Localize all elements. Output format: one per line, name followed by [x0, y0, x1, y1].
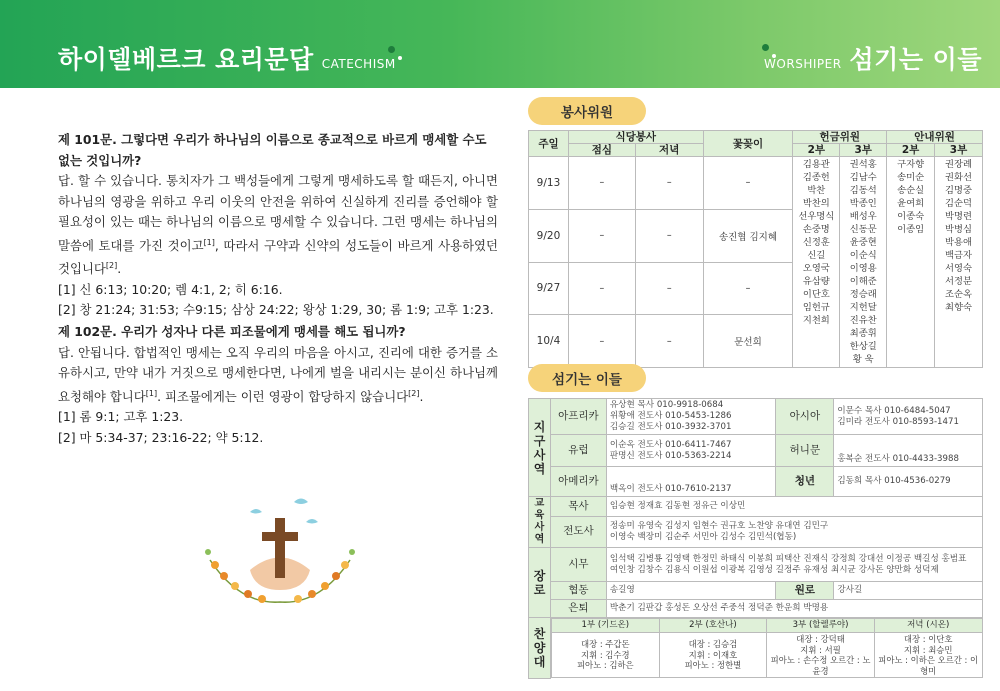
offering-name: 황 욱 [852, 354, 874, 365]
evangelist-names [606, 516, 982, 547]
table-row [529, 157, 983, 210]
contact-line: 백옥이 전도사 010-7610-2137 [609, 484, 732, 494]
mission-category [529, 399, 551, 497]
offering-name: 신정훈 [802, 237, 830, 248]
choir-member-line: 피아노 : 김하은 [576, 660, 634, 671]
category-char: 지 [533, 419, 546, 434]
category-char: 찬 [533, 626, 546, 641]
servants-table [528, 398, 983, 679]
choir-member-line: 지휘 : 서필 [800, 644, 841, 655]
offering-name: 이해준 [849, 276, 877, 287]
guide-name: 송순실 [897, 185, 925, 196]
row-flower: 송진협 김지혜 [703, 209, 793, 262]
america-contacts [606, 467, 776, 497]
offering-name: 한상길 [849, 341, 877, 352]
choir-group-name: 저녁 (시온) [874, 619, 982, 633]
answer-102-part1: 답. 안됩니다. 합법적인 맹세는 오직 우리의 마음을 아시고, 진리에 대한 증거를 소유하시고, 만약 내가 거짓으로 맹세한다면, 나에게 벌을 내리시는 분이신 하나님께 요청해야 합니다 [58, 344, 498, 404]
reference-101-1: [1] 신 6:13; 10:20; 렘 4:1, 2; 히 6:16. [58, 281, 283, 297]
offering-name: 최종휘 [849, 328, 877, 339]
assoc-elder-names: 송길영 [606, 582, 776, 600]
guide-name: 이종숙 [897, 211, 925, 222]
worshiper-heading [764, 40, 982, 76]
youth-contacts [834, 467, 983, 497]
choir-group-name: 3부 (할렐루야) [767, 619, 875, 633]
offering-name: 김종헌 [802, 172, 830, 183]
choir-group-members [659, 633, 767, 678]
reference-102-1: [1] 롬 9:1; 고후 1:23. [58, 409, 184, 425]
offering-name: 윤중현 [849, 237, 877, 248]
offering-name: 지천희 [802, 315, 830, 326]
offering-name: 이단호 [802, 289, 830, 300]
europe-label: 유럽 [550, 435, 606, 467]
choir-member-line: 대장 : 김승검 [688, 639, 738, 650]
row-date: 9/13 [529, 157, 569, 210]
honeymoon-contacts [834, 435, 983, 467]
offering-name: 이순식 [849, 250, 877, 261]
name-line: 이영숙 백장미 김순주 서민아 김성수 김민석(협동) [609, 531, 797, 542]
offering-name: 진유찬 [849, 315, 877, 326]
col-lunch: 점심 [568, 144, 635, 157]
row-lunch: – [568, 209, 635, 262]
choir-member-line: 피아노 : 정한별 [684, 660, 742, 671]
row-date: 10/4 [529, 315, 569, 368]
cross-wreath-illustration [190, 490, 370, 610]
col-offering-2: 2부 [793, 144, 840, 157]
row-dinner: – [635, 262, 703, 315]
answer-102-end: . [419, 388, 424, 404]
col-dinner: 저녁 [635, 144, 703, 157]
question-102 [58, 322, 498, 448]
offering-name: 지헌달 [849, 302, 877, 313]
offering-name: 권석홍 [849, 159, 877, 170]
row-flower: – [703, 157, 793, 210]
category-char: 양 [533, 640, 546, 655]
offering-name: 김동석 [849, 185, 877, 196]
name-line: 여인창 김창수 김용식 이원섭 이광복 김영성 길정주 유재성 최시균 강사돈 양만화 성덕제 [609, 564, 939, 575]
guide-name: 권장례 [945, 159, 972, 170]
pastor-names: 임승현 정재효 김동현 정유근 이상민 [606, 497, 982, 517]
retired-label: 은퇴 [550, 600, 606, 618]
row-dinner: – [635, 209, 703, 262]
elder-category [529, 548, 551, 618]
row-flower: 문선희 [703, 315, 793, 368]
contact-line: 판명신 전도사 010-5363-2214 [609, 450, 732, 461]
assoc-elder-label: 협동 [550, 582, 606, 600]
europe-contacts [606, 435, 776, 467]
category-char: 로 [533, 582, 546, 597]
guide-part3-list [935, 157, 983, 368]
answer-101-part1: 답. 할 수 있습니다. 통치자가 그 백성들에게 그렇게 맹세하도록 할 때든지, 아니면 하나님의 영광을 위하고 우리 이웃의 안전을 위하여 신실하게 진리를 증언해야 할 필요성이 있는 때는 하나님의 이름으로 맹세할 수 있습니다. 그런 맹세는 하나님의 말씀에 토대를 가진 것이고 [58, 173, 498, 253]
catechism-title: 하이델베르크 요리문답 [58, 45, 314, 74]
choir-group-members [551, 633, 659, 678]
footnote-102-2: [2] [408, 388, 420, 398]
contact-line: 김동희 목사 010-4536-0279 [837, 476, 951, 486]
question-102-text: 제 102문. 우리가 성자나 다른 피조물에게 맹세를 해도 됩니까? [58, 324, 406, 339]
asia-label: 아시아 [776, 399, 834, 435]
guide-name: 박용애 [945, 237, 972, 248]
answer-102 [58, 343, 498, 408]
guide-part2-list [887, 157, 935, 368]
guide-name: 박병심 [945, 224, 972, 235]
active-elder-names [606, 548, 982, 582]
category-char: 장 [533, 568, 546, 583]
col-guide-2: 2부 [887, 144, 935, 157]
col-offering-3: 3부 [840, 144, 887, 157]
offering-name: 배성우 [849, 211, 877, 222]
youth-label: 청년 [776, 467, 834, 497]
header-dot-white-icon [398, 56, 402, 60]
offering-part2-list [793, 157, 840, 368]
pastor-label: 목사 [550, 497, 606, 517]
header-dot-green-icon [388, 46, 395, 53]
guide-name: 윤여희 [897, 198, 925, 209]
guide-name: 송미순 [897, 172, 925, 183]
guide-name: 서정분 [945, 276, 972, 287]
col-guide: 안내위원 [887, 131, 983, 144]
choir-group-members [767, 633, 875, 678]
offering-name: 박찬의 [802, 198, 830, 209]
africa-contacts [606, 399, 776, 435]
header-band [0, 0, 1000, 88]
guide-name: 이종임 [897, 224, 925, 235]
choir-member-line: 대장 : 이단호 [903, 634, 953, 644]
guide-name: 최향숙 [945, 302, 972, 313]
choir-table [551, 618, 983, 678]
choir-member-line: 지휘 : 이재호 [688, 649, 738, 660]
choir-member-line: 대장 : 주갑돈 [580, 639, 630, 650]
category-char: 대 [533, 654, 546, 669]
guide-name: 조순옥 [945, 289, 972, 300]
choir-member-line: 지휘 : 최승민 [903, 644, 953, 655]
guide-name: 박명련 [945, 211, 972, 222]
answer-102-part2: . 피조물에게는 이런 영광이 합당하지 않습니다 [157, 388, 409, 404]
category-char: 사 [533, 447, 546, 462]
offering-name: 유삼량 [802, 276, 830, 287]
retired-names: 박춘기 김판갑 홍성돈 오상선 주중석 정덕준 한운희 박명용 [606, 600, 982, 618]
africa-label: 아프리카 [550, 399, 606, 435]
guide-name: 권화선 [945, 172, 972, 183]
choir-member-line: 피아노 : 이하은 오르간 : 이형미 [878, 655, 979, 676]
offering-name: 김용관 [802, 159, 830, 170]
service-pill: 봉사위원 [528, 97, 646, 125]
row-flower: – [703, 262, 793, 315]
honeymoon-label: 허니문 [776, 435, 834, 467]
guide-name: 백금자 [945, 250, 972, 261]
choir-group-members [874, 633, 982, 678]
contact-line: 이순옥 전도사 010-6411-7467 [609, 439, 732, 450]
offering-part3-list [840, 157, 887, 368]
footnote-101-1: [1] [203, 237, 215, 247]
category-char: 사역 [534, 522, 545, 545]
service-table [528, 130, 983, 368]
category-char: 역 [533, 461, 546, 476]
offering-name: 박찬 [807, 185, 826, 196]
name-line: 임석택 김병룡 김영택 한정민 하태식 이봉희 피택산 진재식 강정희 강대선 이정공 백길성 홍범표 [609, 553, 967, 564]
catechism-subtitle: CATECHISM [321, 57, 396, 71]
guide-name: 서영숙 [945, 263, 972, 274]
offering-name: 손중명 [802, 224, 830, 235]
choir-member-line: 피아노 : 손수정 오르간 : 노윤경 [770, 655, 871, 676]
col-week: 주일 [529, 131, 569, 157]
guide-name: 김명중 [945, 185, 972, 196]
contact-line: 이문수 목사 010-6484-5047 [837, 405, 951, 416]
america-label: 아메리카 [550, 467, 606, 497]
row-date: 9/20 [529, 209, 569, 262]
col-flower: 꽃꽂이 [703, 131, 793, 157]
contact-line: 김미라 전도사 010-8593-1471 [837, 416, 959, 427]
footnote-101-2: [2] [105, 261, 118, 271]
offering-name: 신길 [807, 250, 826, 261]
col-guide-3: 3부 [935, 144, 983, 157]
contact-line: 김승길 전도사 010-3932-3701 [609, 422, 732, 432]
category-char: 구 [533, 433, 546, 448]
answer-101-end: . [117, 261, 122, 277]
reference-101-2: [2] 창 21:24; 31:53; 수9:15; 삼상 24:22; 왕상 1:29, 30; 롬 1:9; 고후 1:23. [58, 302, 494, 318]
row-dinner: – [635, 157, 703, 210]
contact-line: 위황애 전도사 010-5453-1286 [609, 411, 732, 421]
catechism-heading [58, 40, 396, 76]
active-elder-label: 시무 [550, 548, 606, 582]
category-char: 교육 [534, 498, 545, 521]
col-meal: 식당봉사 [568, 131, 703, 144]
emeritus-names: 강사길 [834, 582, 983, 600]
question-101-text: 제 101문. 그렇다면 우리가 하나님의 이름으로 종교적으로 바르게 맹세할 수도 없는 것입니까? [58, 132, 487, 168]
row-dinner: – [635, 315, 703, 368]
offering-name: 정승래 [849, 289, 877, 300]
contact-line: 홍복순 전도사 010-4433-3988 [837, 454, 959, 464]
row-lunch: – [568, 262, 635, 315]
footnote-102-1: [1] [145, 388, 158, 398]
row-lunch: – [568, 157, 635, 210]
offering-name: 선우명식 [798, 211, 835, 222]
name-line: 정송미 유영숙 김성지 임현수 권규호 노찬양 유대연 김민구 [609, 520, 829, 531]
emeritus-label: 원로 [776, 582, 834, 600]
worshiper-title: 섬기는 이들 [849, 45, 982, 74]
choir-group-name: 1부 (기드온) [551, 619, 659, 633]
offering-name: 오영국 [802, 263, 830, 274]
contact-line: 유상현 목사 010-9918-0684 [609, 400, 724, 410]
guide-name: 구자향 [897, 159, 925, 170]
guide-name: 김순덕 [945, 198, 972, 209]
choir-category [529, 618, 551, 679]
question-101 [58, 130, 498, 321]
asia-contacts [834, 399, 983, 435]
offering-name: 김남수 [849, 172, 877, 183]
education-category [529, 497, 551, 548]
answer-101 [58, 171, 498, 280]
choir-member-line: 지휘 : 김수경 [580, 649, 630, 660]
choir-member-line: 대장 : 강덕태 [796, 634, 845, 644]
offering-name: 신동문 [849, 224, 877, 235]
offering-name: 이영용 [849, 263, 877, 274]
servants-pill: 섬기는 이들 [528, 364, 646, 392]
reference-102-2: [2] 마 5:34-37; 23:16-22; 약 5:12. [58, 429, 264, 445]
col-offering: 헌금위원 [793, 131, 887, 144]
choir-group-name: 2부 (호산나) [659, 619, 767, 633]
offering-name: 박종인 [849, 198, 877, 209]
worshiper-subtitle: WORSHIPER [764, 57, 842, 71]
row-date: 9/27 [529, 262, 569, 315]
answer-101-part2: , 따라서 구약과 신약의 성도들이 바르게 사용하였던 것입니다 [58, 237, 498, 277]
evangelist-label: 전도사 [550, 516, 606, 547]
row-lunch: – [568, 315, 635, 368]
offering-name: 임헌규 [802, 302, 830, 313]
